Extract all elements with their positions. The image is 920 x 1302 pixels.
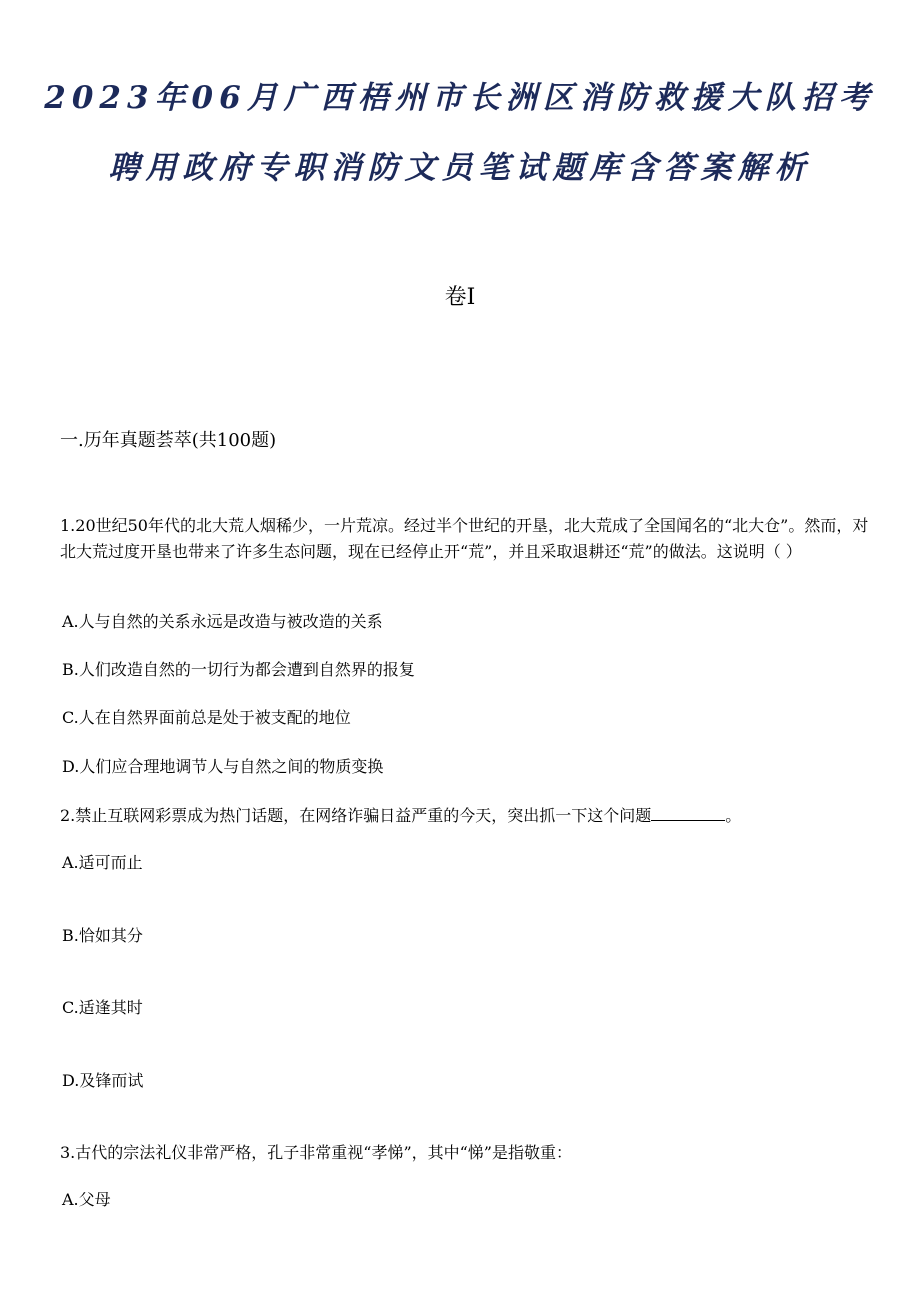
- question-1-option-b: B.人们改造自然的一切行为都会遭到自然界的报复: [62, 660, 415, 679]
- question-3-text: 3.古代的宗法礼仪非常严格，孔子非常重视“孝悌”，其中“悌”是指敬重：: [60, 1143, 572, 1162]
- question-2-option-a: A.适可而止: [62, 853, 143, 872]
- question-3-option-a: A.父母: [62, 1190, 111, 1209]
- question-1-text: 1.20世纪50年代的北大荒人烟稀少，一片荒凉。经过半个世纪的开垦，北大荒成了全国闻名的“北大仓”。然而，对北大荒过度开垦也带来了许多生态问题，现在已经停止开“荒”，并且采取退耕还“荒”的做法。这说明（ ）: [60, 516, 869, 561]
- answer-blank: [651, 804, 725, 821]
- question-2-text: [60, 803, 870, 829]
- question-2-stem-end: 。: [725, 806, 742, 825]
- section-heading: 一.历年真题荟萃(共100题): [60, 430, 277, 451]
- question-1-option-d: D.人们应合理地调节人与自然之间的物质变换: [62, 757, 384, 776]
- question-1-option-c: C.人在自然界面前总是处于被支配的地位: [62, 708, 351, 727]
- question-2-stem: 2.禁止互联网彩票成为热门话题，在网络诈骗日益严重的今天，突出抓一下这个问题: [60, 806, 652, 825]
- volume-label: 卷Ⅰ: [444, 285, 476, 310]
- question-2-option-d: D.及锋而试: [62, 1071, 144, 1090]
- question-1-option-a: A.人与自然的关系永远是改造与被改造的关系: [62, 612, 383, 631]
- document-title-line-1: 2023年06月广西梧州市长洲区消防救援大队招考: [44, 80, 876, 116]
- question-2-option-c: C.适逢其时: [62, 998, 143, 1017]
- document-title-line-2: 聘用政府专职消防文员笔试题库含答案解析: [108, 150, 812, 186]
- question-2-option-b: B.恰如其分: [62, 926, 143, 945]
